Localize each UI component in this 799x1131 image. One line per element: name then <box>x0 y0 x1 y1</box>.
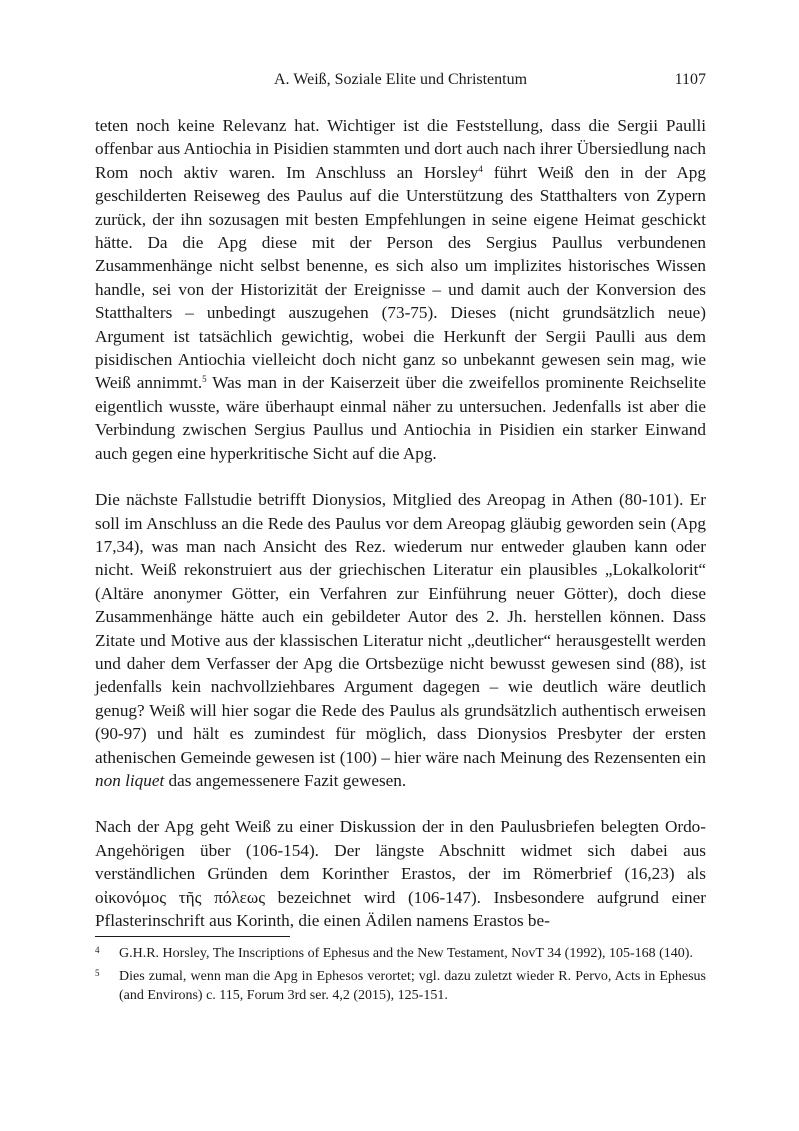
footnote-number: 5 <box>95 967 100 978</box>
paragraph-2-part-a: Die nächste Fallstudie betrifft Dionysios, Mitglied des Areopag in Athen (80-101). Er soll im Anschluss an die Rede des Paulus vor dem Areopag gläubig geworden sein (Apg 17,34), was man nach Ansicht des Rez. wiederum nur entweder glauben kann oder nicht. Weiß rekonstruiert aus der griechischen Literatur ein plausibles „Lokalkolorit“ (Altäre anonymer Götter, ein Verfahren zur Einführung neuer Götter), doch diese Zusammenhänge hätte auch ein gebildeter Autor des 2. Jh. herstellen können. Dass Zitate und Motive aus der klassischen Literatur nicht „deutlicher“ herausgestellt werden und daher dem Verfasser der Apg die Ortsbezüge nicht bewusst gewesen sind (88), ist jedenfalls kein nachvollziehbares Argument dagegen – wie deutlich wäre deutlich genug? Weiß will hier sogar die Rede des Paulus als grundsätzlich authentisch erweisen (90-97) und hält es zumindest für möglich, dass Dionysios Presbyter der ersten athenischen Gemeinde gewesen ist (100) – hier wäre nach Meinung des Rezensenten ein <box>95 490 706 767</box>
paragraph-1 <box>95 114 706 465</box>
paragraph-2-italic-term: non liquet <box>95 770 165 790</box>
paragraph-1-part-b: führt Weiß den in der Apg geschilderten Reiseweg des Paulus auf die Unterstützung des Statthalters von Zypern zurück, der ihn sozusagen mit besten Empfehlungen in seine eigene Heimat geschickt hätte. Da die Apg diese mit der Person des Sergius Paullus verbundenen Zusammenhänge nicht selbst benenne, es sich also um implizites historisches Wissen handle, sei von der Historizität der Ereignisse – und damit auch der Konversion des Statthalters – unbedingt auszugehen (73-75). Dieses (nicht grundsätzlich neue) Argument ist tatsächlich gewichtig, wobei die Herkunft der Sergii Paulli aus dem pisidischen Antiochia vielleicht doch nicht ganz so unbekannt gewesen sein mag, wie Weiß annimmt. <box>95 162 706 393</box>
running-title: A. Weiß, Soziale Elite und Christentum <box>274 71 528 88</box>
footnote-reference-5: 5 <box>202 374 207 385</box>
paragraph-2 <box>95 488 706 792</box>
paragraph-2-part-b: das angemessenere Fazit gewesen. <box>164 770 407 790</box>
body-text <box>95 114 706 932</box>
footnote-4 <box>95 944 706 964</box>
paragraph-1-part-c: Was man in der Kaiserzeit über die zweifellos prominente Reichselite eigentlich wusste, wäre überhaupt einmal näher zu untersuchen. Jedenfalls ist aber die Verbindung zwischen Sergius Paullus und Antiochia in Pisidien ein starker Einwand auch gegen eine hyperkritische Sicht auf die Apg. <box>95 373 706 463</box>
running-head <box>0 70 799 92</box>
paragraph-3: Nach der Apg geht Weiß zu einer Diskussion der in den Paulusbriefen belegten Ordo-Angehörigen über (106-154). Der längste Abschnitt widmet sich dabei aus verständlichen Gründen dem Korinther Erastos, der im Römerbrief (16,23) als οἰκονόμος τῆς πόλεως bezeichnet wird (106-147). Insbesondere aufgrund einer Pflasterinschrift aus Korinth, die einen Ädilen namens Erastos be- <box>95 817 706 930</box>
footnote-separator <box>95 936 290 937</box>
footnote-reference-4: 4 <box>478 163 483 174</box>
footnote-text: Dies zumal, wenn man die Apg in Ephesos verortet; vgl. dazu zuletzt wieder R. Pervo, Acts in Ephesus (and Environs) c. 115, Forum 3rd ser. 4,2 (2015), 125-151. <box>119 968 706 1003</box>
footnote-number: 4 <box>95 945 100 955</box>
footnote-text: G.H.R. Horsley, The Inscriptions of Ephesus and the New Testament, NovT 34 (1992), 105-168 (140). <box>119 946 693 961</box>
footnote-5 <box>95 967 706 1006</box>
paragraph-1-part-a: teten noch keine Relevanz hat. Wichtiger ist die Feststellung, dass die Sergii Paulli offenbar aus Antiochia in Pisidien stammten und dort auch nach ihrer Übersiedlung nach Rom noch aktiv waren. Im Anschluss an Horsley <box>95 116 706 182</box>
page-number: 1107 <box>674 71 706 88</box>
footnotes <box>95 944 706 1009</box>
